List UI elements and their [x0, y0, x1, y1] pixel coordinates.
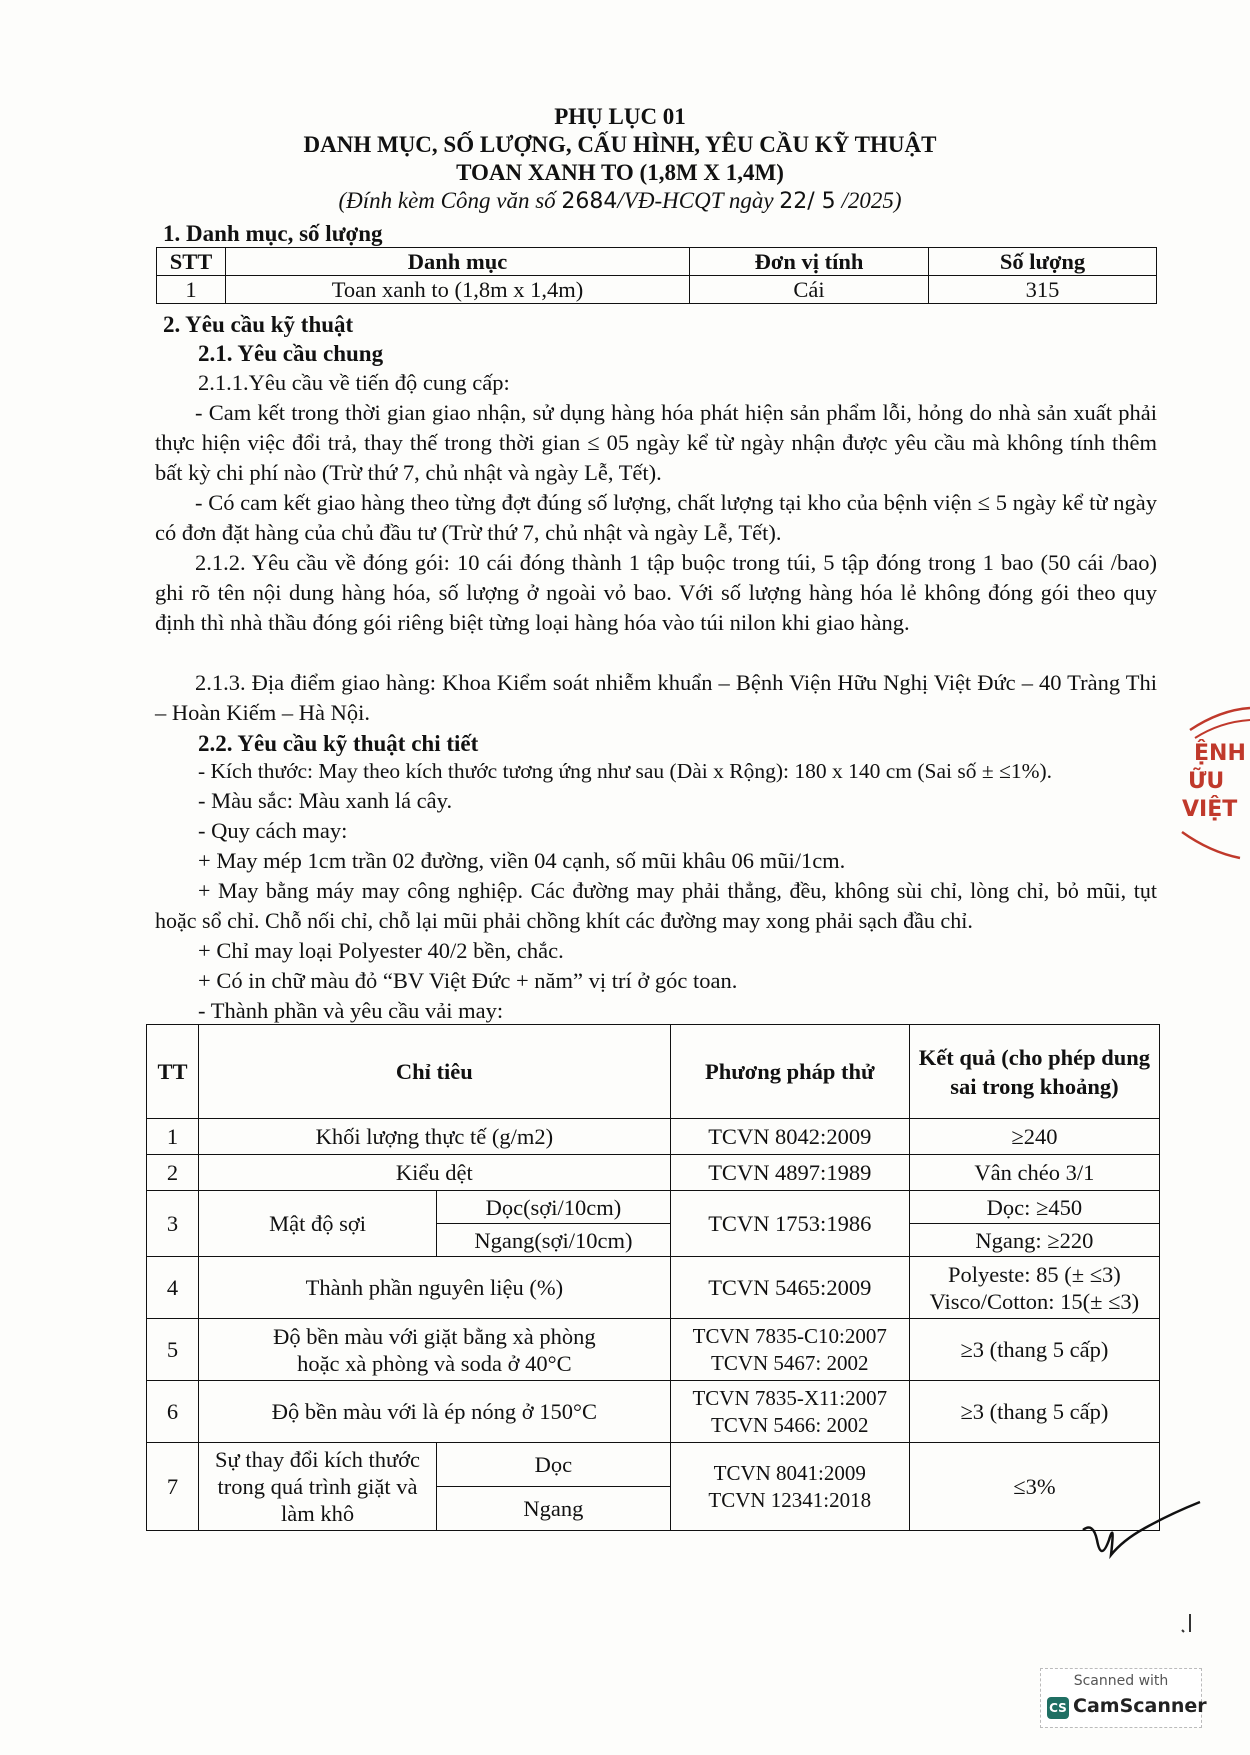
document-heading: DANH MỤC, SỐ LƯỢNG, CẤU HÌNH, YÊU CẦU KỸ THUẬT	[303, 132, 937, 157]
annex-title: PHỤ LỤC 01	[554, 104, 686, 129]
attachment-suffix: /2025)	[835, 188, 902, 213]
cell-sub-criteria: Ngang	[437, 1487, 671, 1531]
attachment-middle: /VĐ-HCQT ngày	[617, 188, 780, 213]
col-test-method: Phương pháp thử	[670, 1025, 909, 1119]
criteria-line-2: trong quá trình giặt và	[217, 1474, 418, 1499]
cell-criteria: Kiểu dệt	[199, 1155, 671, 1191]
col-item: Danh mục	[226, 248, 690, 276]
cell-stt: 1	[157, 276, 226, 304]
cell-tt: 6	[147, 1381, 199, 1443]
cell-result: ≥3 (thang 5 cấp)	[909, 1381, 1159, 1443]
paragraph-delivery-commitment: - Có cam kết giao hàng theo từng đợt đúng số lượng, chất lượng tại kho của bệnh viện ≤ 5 ngày kể từ ngày có đơn đặt hàng của chủ đầu tư (Trừ thứ 7, chủ nhật và ngày Lễ, Tết).	[155, 490, 1157, 545]
seal-text-3: VIỆT	[1182, 797, 1238, 822]
table-row	[147, 1319, 1160, 1381]
section-2-title: 2. Yêu cầu kỹ thuật	[163, 312, 354, 337]
cell-result	[909, 1257, 1159, 1319]
cell-result: ≤3%	[909, 1443, 1159, 1531]
cell-method: TCVN 4897:1989	[670, 1155, 909, 1191]
red-seal-fragment	[1180, 700, 1246, 864]
cell-sub-criteria: Dọc(sợi/10cm)	[437, 1191, 671, 1224]
cell-quantity: 315	[929, 276, 1157, 304]
cell-item: Toan xanh to (1,8m x 1,4m)	[226, 276, 690, 304]
method-line-2: TCVN 12341:2018	[708, 1487, 872, 1512]
result-line-1: Polyeste: 85 (± ≤3)	[947, 1261, 1121, 1287]
table-row	[147, 1257, 1160, 1319]
line-print: + Có in chữ màu đỏ “BV Việt Đức + năm” vị trí ở góc toan.	[198, 968, 738, 993]
paragraph-packaging: 2.1.2. Yêu cầu về đóng gói: 10 cái đóng thành 1 tập buộc trong túi, 5 tập đóng trong 1 bao (50 cái /bao) ghi rõ tên nội dung hàng hóa, số lượng ở ngoài vỏ bao. Với số lượng hàng hóa lẻ không đóng gói theo quy định thì nhà thầu đóng gói riêng biệt từng loại hàng hóa vào túi nilon khi giao hàng.	[155, 550, 1157, 635]
col-tt: TT	[147, 1025, 199, 1119]
attachment-note	[0, 186, 1240, 217]
table-row	[147, 1191, 1160, 1224]
method-line-2: TCVN 5467: 2002	[711, 1350, 869, 1375]
section-2-2-title: 2.2. Yêu cầu kỹ thuật chi tiết	[198, 731, 479, 756]
seal-arc-bottom-icon	[1180, 824, 1240, 864]
col-result: Kết quả (cho phép dung sai trong khoảng)	[909, 1025, 1159, 1119]
camscanner-logo-icon: CS	[1047, 1697, 1069, 1719]
table-row	[147, 1119, 1160, 1155]
criteria-line-2: hoặc xà phòng và soda ở 40°C	[297, 1350, 572, 1376]
paragraph-industrial-sewing: + May bằng máy may công nghiệp. Các đường may phải thẳng, đều, không sùi chỉ, lòng chỉ, bỏ mũi, tụt hoặc sổ chỉ. Chỗ nối chỉ, chỗ lại mũi phải chồng khít các đường may xong phải sạch đầu chỉ.	[155, 878, 1157, 933]
cell-criteria: Thành phần nguyên liệu (%)	[199, 1257, 671, 1319]
cell-result: ≥3 (thang 5 cấp)	[909, 1319, 1159, 1381]
cell-method: TCVN 5465:2009	[670, 1257, 909, 1319]
cell-unit: Cái	[690, 276, 929, 304]
cell-tt: 4	[147, 1257, 199, 1319]
table-row	[157, 276, 1157, 304]
col-unit: Đơn vị tính	[690, 248, 929, 276]
cell-method: TCVN 1753:1986	[670, 1191, 909, 1257]
line-thread: + Chỉ may loại Polyester 40/2 bền, chắc.	[198, 938, 564, 963]
cell-tt: 3	[147, 1191, 199, 1257]
seal-arc-icon	[1190, 700, 1250, 740]
cell-criteria: Độ bền màu với là ép nóng ở 150°C	[199, 1381, 671, 1443]
table-row	[147, 1381, 1160, 1443]
attachment-prefix: (Đính kèm Công văn số	[338, 188, 562, 213]
col-quantity: Số lượng	[929, 248, 1157, 276]
result-line-2: Visco/Cotton: 15(± ≤3)	[929, 1288, 1140, 1314]
cell-tt: 7	[147, 1443, 199, 1531]
section-1-title: 1. Danh mục, số lượng	[163, 221, 383, 246]
spec-table-header	[147, 1025, 1160, 1119]
method-line-1: TCVN 7835-X11:2007	[692, 1385, 888, 1410]
method-line-1: TCVN 8041:2009	[713, 1460, 866, 1485]
method-line-2: TCVN 5466: 2002	[711, 1412, 869, 1437]
cell-method	[670, 1319, 909, 1381]
line-sewing-spec: - Quy cách may:	[198, 818, 348, 843]
cell-tt: 5	[147, 1319, 199, 1381]
criteria-line-3: làm khô	[280, 1501, 355, 1526]
fabric-spec-table	[146, 1024, 1160, 1531]
line-fabric-composition: - Thành phần và yêu cầu vải may:	[198, 998, 504, 1023]
cell-criteria	[199, 1443, 437, 1531]
camscanner-watermark	[1040, 1668, 1207, 1728]
item-table-header	[157, 248, 1157, 276]
mark-icon	[1178, 1608, 1198, 1638]
cell-sub-criteria: Dọc	[437, 1443, 671, 1487]
method-line-1: TCVN 7835-C10:2007	[692, 1323, 887, 1348]
paragraph-delivery-location: 2.1.3. Địa điểm giao hàng: Khoa Kiểm soát nhiễm khuẩn – Bệnh Viện Hữu Nghị Việt Đức – 40 Tràng Thi – Hoàn Kiếm – Hà Nội.	[155, 670, 1157, 725]
criteria-line-1: Độ bền màu với giặt bằng xà phòng	[273, 1323, 596, 1349]
scanned-with-text: Scanned with	[1073, 1673, 1169, 1689]
cell-result: Dọc: ≥450	[909, 1191, 1159, 1224]
camscanner-brand: CamScanner	[1073, 1695, 1207, 1717]
product-heading: TOAN XANH TO (1,8M X 1,4M)	[456, 160, 784, 185]
line-hem: + May mép 1cm trần 02 đường, viền 04 cạnh, số mũi khâu 06 mũi/1cm.	[198, 848, 846, 873]
col-stt: STT	[157, 248, 226, 276]
cell-criteria: Mật độ sợi	[199, 1191, 437, 1257]
cell-method	[670, 1381, 909, 1443]
cell-result: Vân chéo 3/1	[909, 1155, 1159, 1191]
table-row	[147, 1443, 1160, 1487]
section-2-1-title: 2.1. Yêu cầu chung	[198, 341, 384, 366]
cell-sub-criteria: Ngang(sợi/10cm)	[437, 1224, 671, 1257]
cell-result: ≥240	[909, 1119, 1159, 1155]
criteria-line-1: Sự thay đổi kích thước	[215, 1447, 421, 1472]
seal-text-2: ỮU	[1188, 769, 1225, 794]
paragraph-defect-warranty: - Cam kết trong thời gian giao nhận, sử dụng hàng hóa phát hiện sản phẩm lỗi, hỏng do nhà sản xuất phải thực hiện việc đổi trả, thay thế trong thời gian ≤ 05 ngày kể từ ngày nhận được yêu cầu mà không tính thêm bất kỳ chi phí nào (Trừ thứ 7, chủ nhật và ngày Lễ, Tết).	[155, 400, 1157, 485]
cell-tt: 1	[147, 1119, 199, 1155]
cell-method: TCVN 8042:2009	[670, 1119, 909, 1155]
cell-method	[670, 1443, 909, 1531]
cell-result: Ngang: ≥220	[909, 1224, 1159, 1257]
col-criteria: Chỉ tiêu	[199, 1025, 671, 1119]
seal-text-1: ỆNH	[1194, 741, 1246, 766]
cell-criteria	[199, 1319, 671, 1381]
document-date: 22/ 5	[779, 189, 836, 214]
cell-criteria: Khối lượng thực tế (g/m2)	[199, 1119, 671, 1155]
item-table	[156, 247, 1157, 304]
section-2-1-1-title: 2.1.1.Yêu cầu về tiến độ cung cấp:	[198, 370, 510, 395]
signature-icon	[1075, 1500, 1205, 1570]
document-number: 2684	[561, 189, 618, 214]
line-color: - Màu sắc: Màu xanh lá cây.	[198, 788, 453, 813]
line-dimensions: - Kích thước: May theo kích thước tương ứng như sau (Dài x Rộng): 180 x 140 cm (Sai số ± ≤1%).	[198, 759, 1053, 783]
cell-tt: 2	[147, 1155, 199, 1191]
table-row	[147, 1155, 1160, 1191]
